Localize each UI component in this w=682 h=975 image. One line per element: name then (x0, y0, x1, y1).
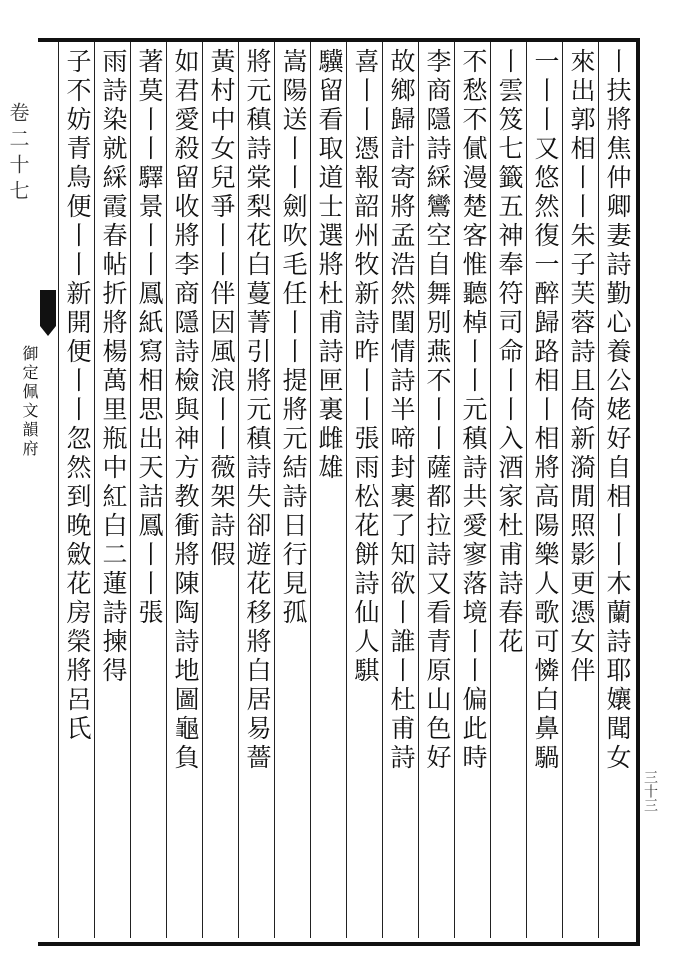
column-text: 不愁不㒃漫楚客惟聽棹丨丨元稹詩共愛寥落境丨丨偏此時 (459, 48, 488, 773)
column-text: 驥留看取道士選將杜甫詩匣裏雌雄 (315, 48, 344, 483)
text-column (491, 48, 527, 928)
text-column (59, 48, 95, 928)
text-column (383, 48, 419, 928)
text-column (455, 48, 491, 928)
text-column (347, 48, 383, 928)
column-text: 如君愛殺留收將李商隱詩檢與神方教衝將陳陶詩地圖龜負 (171, 48, 200, 773)
column-text: 喜丨丨憑報韶州牧新詩昨丨丨張雨松花餅詩仙人騏 (351, 48, 380, 686)
column-text: 李商隱詩綵鸞空自舞別燕不丨丨薩都拉詩又看青原山色好 (423, 48, 452, 773)
volume-marker: 卷二十七 (6, 102, 30, 206)
column-text: 子不妨青鳥便丨丨新開便丨丨忽然到晚斂花房榮將呂氏 (63, 48, 92, 744)
column-text: 將元稹詩棠梨花白蔓菁引將元稹詩失卻遊花移將白居易薔 (243, 48, 272, 773)
column-text: 丨扶將焦仲卿妻詩勤心養公姥好自相丨丨木蘭詩耶孃聞女 (603, 48, 632, 773)
column-text: 丨雲笈七籤五神奉符司命丨丨入酒家杜甫詩春花 (495, 48, 524, 657)
text-column (203, 48, 239, 928)
column-text: 黃村中女兒爭丨丨伴因風浪丨丨薇架詩假 (207, 48, 236, 570)
column-text: 一丨丨又悠然復一醉歸路相丨相將高陽樂人歌可憐白鼻騧 (531, 48, 560, 773)
text-column (239, 48, 275, 928)
text-column (95, 48, 131, 928)
column-text: 來出郭相丨丨朱子芙蓉詩且倚新漪閒照影更憑女伴 (567, 48, 596, 686)
text-column (311, 48, 347, 928)
text-column (167, 48, 203, 928)
text-column (599, 48, 635, 928)
book-title: 御定佩文韻府 (20, 345, 39, 459)
column-text: 故鄉歸計寄將孟浩然閨情詩半啼封裹了知欲丨誰丨杜甫詩 (387, 48, 416, 773)
page-number: 三十三 (642, 770, 658, 812)
column-text: 雨詩染就綵霞春帖折將楊萬里瓶中紅白二蓮詩揀得 (99, 48, 128, 686)
text-column (131, 48, 167, 928)
text-column (275, 48, 311, 928)
text-column (527, 48, 563, 928)
text-column (419, 48, 455, 928)
column-text: 嵩陽送丨丨劍吹毛任丨丨提將元結詩日行見孤 (279, 48, 308, 628)
text-column (563, 48, 599, 928)
column-text: 著莫丨丨驛景丨丨鳳紙寫相思出天詰鳳丨丨張 (135, 48, 164, 628)
page-margin (0, 38, 36, 938)
